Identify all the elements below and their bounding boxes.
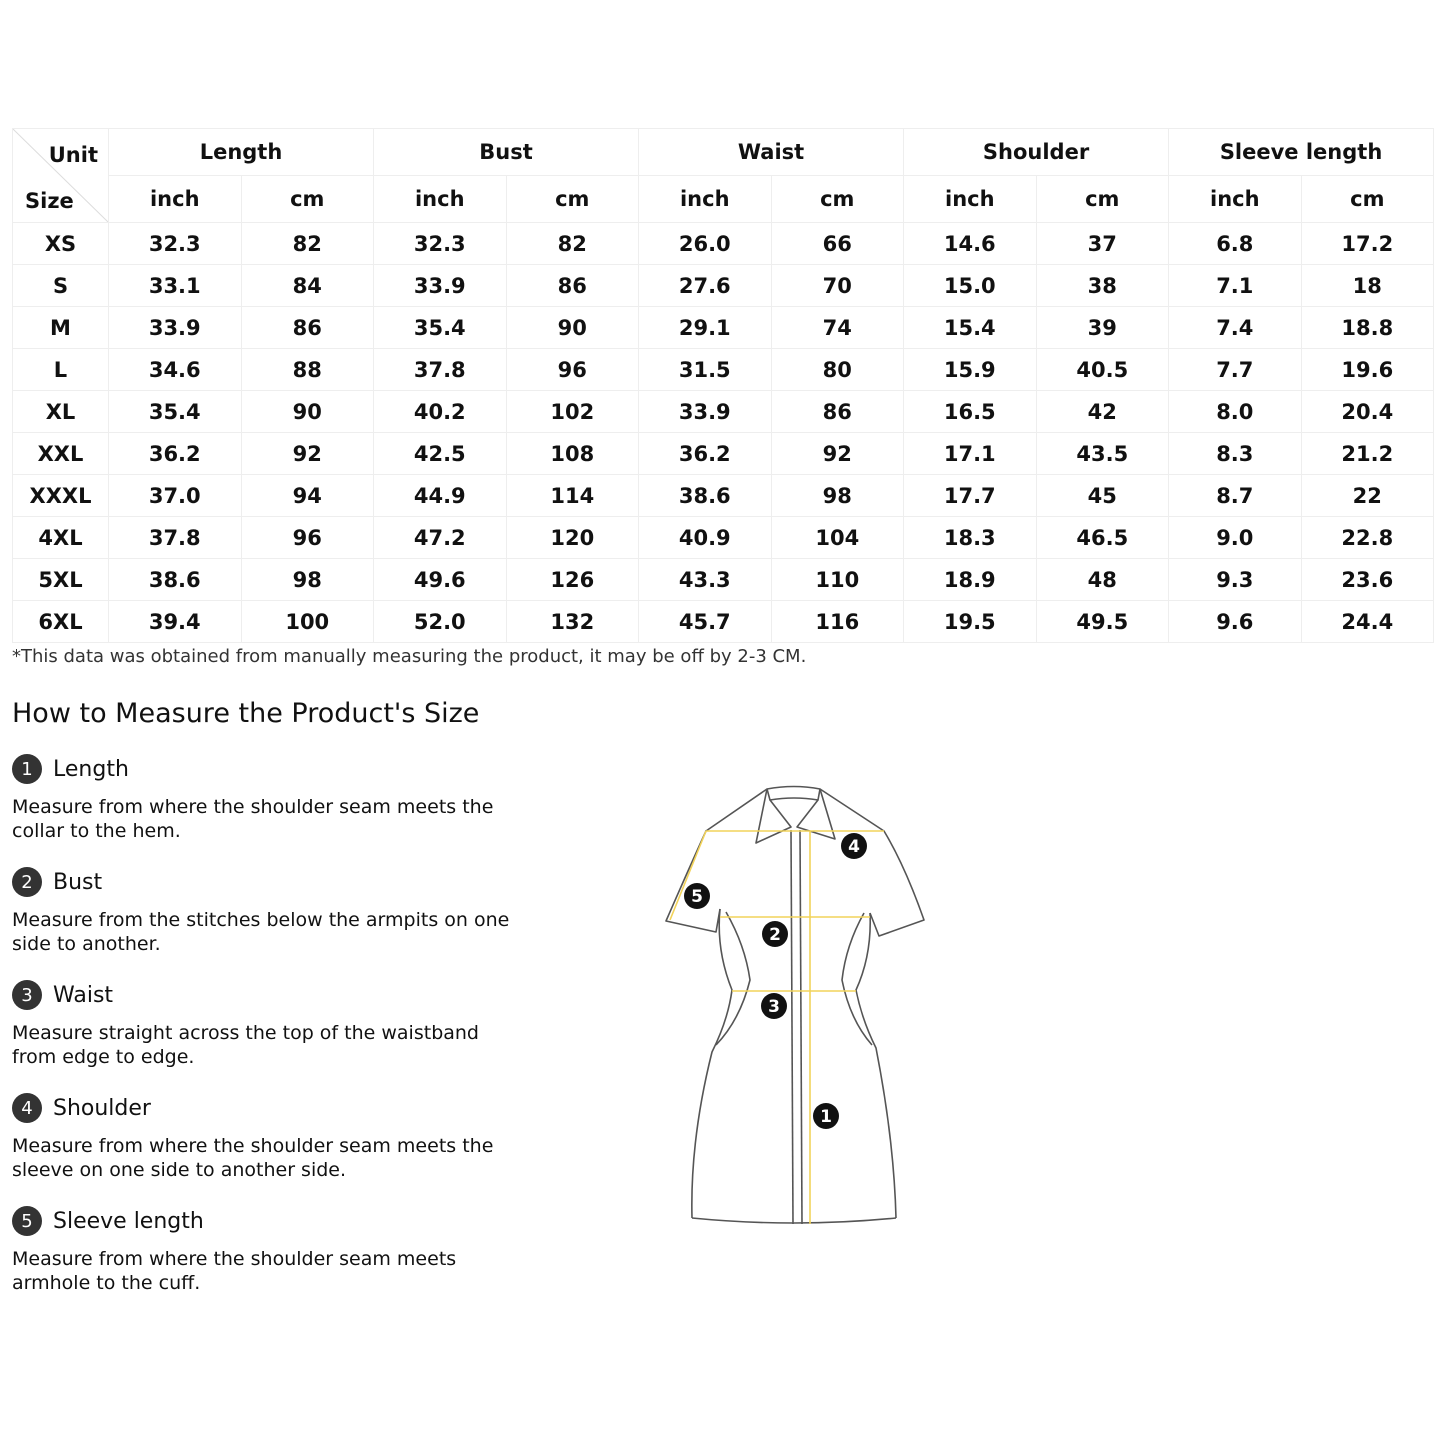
measurement-cell: 15.4 [904, 307, 1037, 349]
measurement-cell: 98 [241, 559, 374, 601]
marker-3 [761, 993, 787, 1019]
size-label-cell: L [13, 349, 109, 391]
measurement-cell: 26.0 [639, 223, 772, 265]
marker-5-label: 5 [691, 887, 703, 907]
corner-size-label: Size [25, 189, 74, 213]
size-label-cell: 6XL [13, 601, 109, 643]
measurement-cell: 37.0 [109, 475, 242, 517]
group-header-bust: Bust [374, 129, 639, 176]
measurement-cell: 37.8 [374, 349, 507, 391]
measurement-cell: 104 [771, 517, 904, 559]
measurement-cell: 15.0 [904, 265, 1037, 307]
measurement-cell: 35.4 [374, 307, 507, 349]
measurement-cell: 16.5 [904, 391, 1037, 433]
step-number-badge: 2 [12, 867, 42, 897]
measurement-cell: 92 [771, 433, 904, 475]
unit-header: cm [241, 176, 374, 223]
step-description: Measure straight across the top of the waistband from edge to edge. [12, 1022, 479, 1068]
step-bust [12, 866, 532, 956]
table-row [13, 517, 1434, 559]
table-row [13, 349, 1434, 391]
measurement-cell: 15.9 [904, 349, 1037, 391]
measurement-cell: 102 [506, 391, 639, 433]
step-description: Measure from where the shoulder seam meets armhole to the cuff. [12, 1248, 457, 1294]
measurement-cell: 94 [241, 475, 374, 517]
unit-header: inch [1169, 176, 1302, 223]
marker-5 [684, 883, 710, 909]
step-description: Measure from the stitches below the armpits on one side to another. [12, 909, 510, 955]
marker-1-label: 1 [820, 1107, 832, 1127]
measurement-cell: 31.5 [639, 349, 772, 391]
table-row [13, 559, 1434, 601]
measurement-cell: 86 [506, 265, 639, 307]
measurement-cell: 27.6 [639, 265, 772, 307]
measurement-cell: 88 [241, 349, 374, 391]
measurement-cell: 126 [506, 559, 639, 601]
table-row [13, 391, 1434, 433]
measurement-cell: 18 [1301, 265, 1434, 307]
measurement-cell: 92 [241, 433, 374, 475]
corner-unit-label: Unit [48, 143, 98, 167]
measurement-cell: 19.5 [904, 601, 1037, 643]
measurement-cell: 35.4 [109, 391, 242, 433]
measurement-cell: 34.6 [109, 349, 242, 391]
measurement-cell: 47.2 [374, 517, 507, 559]
measurement-cell: 7.7 [1169, 349, 1302, 391]
measurement-cell: 17.7 [904, 475, 1037, 517]
step-shoulder [12, 1092, 532, 1182]
step-number-badge: 5 [12, 1206, 42, 1236]
step-number-badge: 1 [12, 754, 42, 784]
measurement-cell: 29.1 [639, 307, 772, 349]
measurement-cell: 46.5 [1036, 517, 1169, 559]
measurement-cell: 33.1 [109, 265, 242, 307]
marker-2 [762, 921, 788, 947]
measurement-cell: 120 [506, 517, 639, 559]
measurement-cell: 49.6 [374, 559, 507, 601]
unit-header: inch [374, 176, 507, 223]
step-sleeve-length [12, 1205, 532, 1295]
size-label-cell: S [13, 265, 109, 307]
step-title: Shoulder [53, 1095, 151, 1121]
measurement-cell: 22 [1301, 475, 1434, 517]
measurement-cell: 43.5 [1036, 433, 1169, 475]
measurement-cell: 37.8 [109, 517, 242, 559]
size-label-cell: XS [13, 223, 109, 265]
marker-2-label: 2 [769, 925, 781, 945]
measurement-cell: 20.4 [1301, 391, 1434, 433]
measurement-cell: 86 [241, 307, 374, 349]
measurement-cell: 45 [1036, 475, 1169, 517]
group-header-waist: Waist [639, 129, 904, 176]
size-label-cell: XXXL [13, 475, 109, 517]
measurement-cell: 42 [1036, 391, 1169, 433]
unit-header: inch [904, 176, 1037, 223]
unit-header: inch [639, 176, 772, 223]
step-title: Waist [53, 982, 114, 1008]
measurement-cell: 38.6 [109, 559, 242, 601]
measurement-cell: 17.1 [904, 433, 1037, 475]
measurement-cell: 6.8 [1169, 223, 1302, 265]
dress-outline [666, 787, 924, 1225]
measurement-cell: 90 [241, 391, 374, 433]
group-header-sleeve-length: Sleeve length [1169, 129, 1434, 176]
measurement-cell: 80 [771, 349, 904, 391]
how-to-measure-title: How to Measure the Product's Size [12, 698, 480, 729]
measurement-cell: 39.4 [109, 601, 242, 643]
measurement-cell: 9.0 [1169, 517, 1302, 559]
measurement-cell: 22.8 [1301, 517, 1434, 559]
table-row [13, 265, 1434, 307]
step-title: Length [53, 756, 129, 782]
measurement-cell: 84 [241, 265, 374, 307]
measurement-cell: 98 [771, 475, 904, 517]
measurement-cell: 66 [771, 223, 904, 265]
measurement-cell: 18.3 [904, 517, 1037, 559]
group-header-shoulder: Shoulder [904, 129, 1169, 176]
measurement-cell: 96 [241, 517, 374, 559]
marker-4-label: 4 [848, 837, 860, 857]
measurement-cell: 9.6 [1169, 601, 1302, 643]
measurement-cell: 39 [1036, 307, 1169, 349]
measurement-cell: 82 [241, 223, 374, 265]
header-unit-row [13, 176, 1434, 223]
measurement-cell: 86 [771, 391, 904, 433]
measurement-cell: 116 [771, 601, 904, 643]
measurement-cell: 17.2 [1301, 223, 1434, 265]
measurement-cell: 40.2 [374, 391, 507, 433]
measurement-cell: 100 [241, 601, 374, 643]
step-number-badge: 4 [12, 1093, 42, 1123]
table-row [13, 433, 1434, 475]
measurement-cell: 49.5 [1036, 601, 1169, 643]
unit-header: cm [771, 176, 904, 223]
measurement-cell: 43.3 [639, 559, 772, 601]
measurement-cell: 33.9 [109, 307, 242, 349]
measurement-cell: 82 [506, 223, 639, 265]
measurement-cell: 23.6 [1301, 559, 1434, 601]
measurement-cell: 38 [1036, 265, 1169, 307]
measurement-cell: 110 [771, 559, 904, 601]
measurement-cell: 33.9 [639, 391, 772, 433]
measurement-cell: 114 [506, 475, 639, 517]
dress-measurement-diagram [640, 770, 950, 1240]
measurement-cell: 21.2 [1301, 433, 1434, 475]
size-label-cell: 5XL [13, 559, 109, 601]
measurement-cell: 48 [1036, 559, 1169, 601]
measurement-cell: 40.5 [1036, 349, 1169, 391]
table-row [13, 475, 1434, 517]
measurement-cell: 108 [506, 433, 639, 475]
measurement-cell: 8.0 [1169, 391, 1302, 433]
measurement-cell: 32.3 [109, 223, 242, 265]
measurement-cell: 8.7 [1169, 475, 1302, 517]
measurement-cell: 19.6 [1301, 349, 1434, 391]
table-corner-cell [13, 129, 109, 223]
step-number-badge: 3 [12, 980, 42, 1010]
size-chart-table [12, 128, 1434, 643]
measurement-cell: 18.9 [904, 559, 1037, 601]
size-label-cell: 4XL [13, 517, 109, 559]
measurement-cell: 9.3 [1169, 559, 1302, 601]
table-row [13, 601, 1434, 643]
measurement-cell: 36.2 [109, 433, 242, 475]
marker-1 [813, 1103, 839, 1129]
measurement-cell: 45.7 [639, 601, 772, 643]
step-description: Measure from where the shoulder seam meets the collar to the hem. [12, 796, 494, 842]
step-title: Bust [53, 869, 103, 895]
table-row [13, 223, 1434, 265]
measurement-cell: 52.0 [374, 601, 507, 643]
measurement-cell: 18.8 [1301, 307, 1434, 349]
measurement-cell: 33.9 [374, 265, 507, 307]
measurement-cell: 74 [771, 307, 904, 349]
unit-header: cm [1036, 176, 1169, 223]
unit-header: cm [506, 176, 639, 223]
size-label-cell: XL [13, 391, 109, 433]
unit-header: inch [109, 176, 242, 223]
marker-3-label: 3 [768, 997, 780, 1017]
header-group-row [13, 129, 1434, 176]
measurement-cell: 24.4 [1301, 601, 1434, 643]
measurement-cell: 70 [771, 265, 904, 307]
step-length [12, 753, 532, 843]
step-waist [12, 979, 532, 1069]
measurement-cell: 36.2 [639, 433, 772, 475]
marker-4 [841, 833, 867, 859]
measurement-cell: 32.3 [374, 223, 507, 265]
measurement-cell: 14.6 [904, 223, 1037, 265]
measurement-cell: 44.9 [374, 475, 507, 517]
measurement-cell: 132 [506, 601, 639, 643]
measurement-cell: 40.9 [639, 517, 772, 559]
step-description: Measure from where the shoulder seam meets the sleeve on one side to another side. [12, 1135, 494, 1181]
measurement-cell: 96 [506, 349, 639, 391]
group-header-length: Length [109, 129, 374, 176]
measurement-note: *This data was obtained from manually measuring the product, it may be off by 2-3 CM. [12, 646, 807, 667]
measurement-cell: 7.4 [1169, 307, 1302, 349]
size-label-cell: XXL [13, 433, 109, 475]
measurement-cell: 7.1 [1169, 265, 1302, 307]
measurement-cell: 38.6 [639, 475, 772, 517]
step-title: Sleeve length [53, 1208, 204, 1234]
unit-header: cm [1301, 176, 1434, 223]
measurement-cell: 42.5 [374, 433, 507, 475]
measurement-cell: 90 [506, 307, 639, 349]
table-row [13, 307, 1434, 349]
measurement-cell: 8.3 [1169, 433, 1302, 475]
size-label-cell: M [13, 307, 109, 349]
measurement-cell: 37 [1036, 223, 1169, 265]
